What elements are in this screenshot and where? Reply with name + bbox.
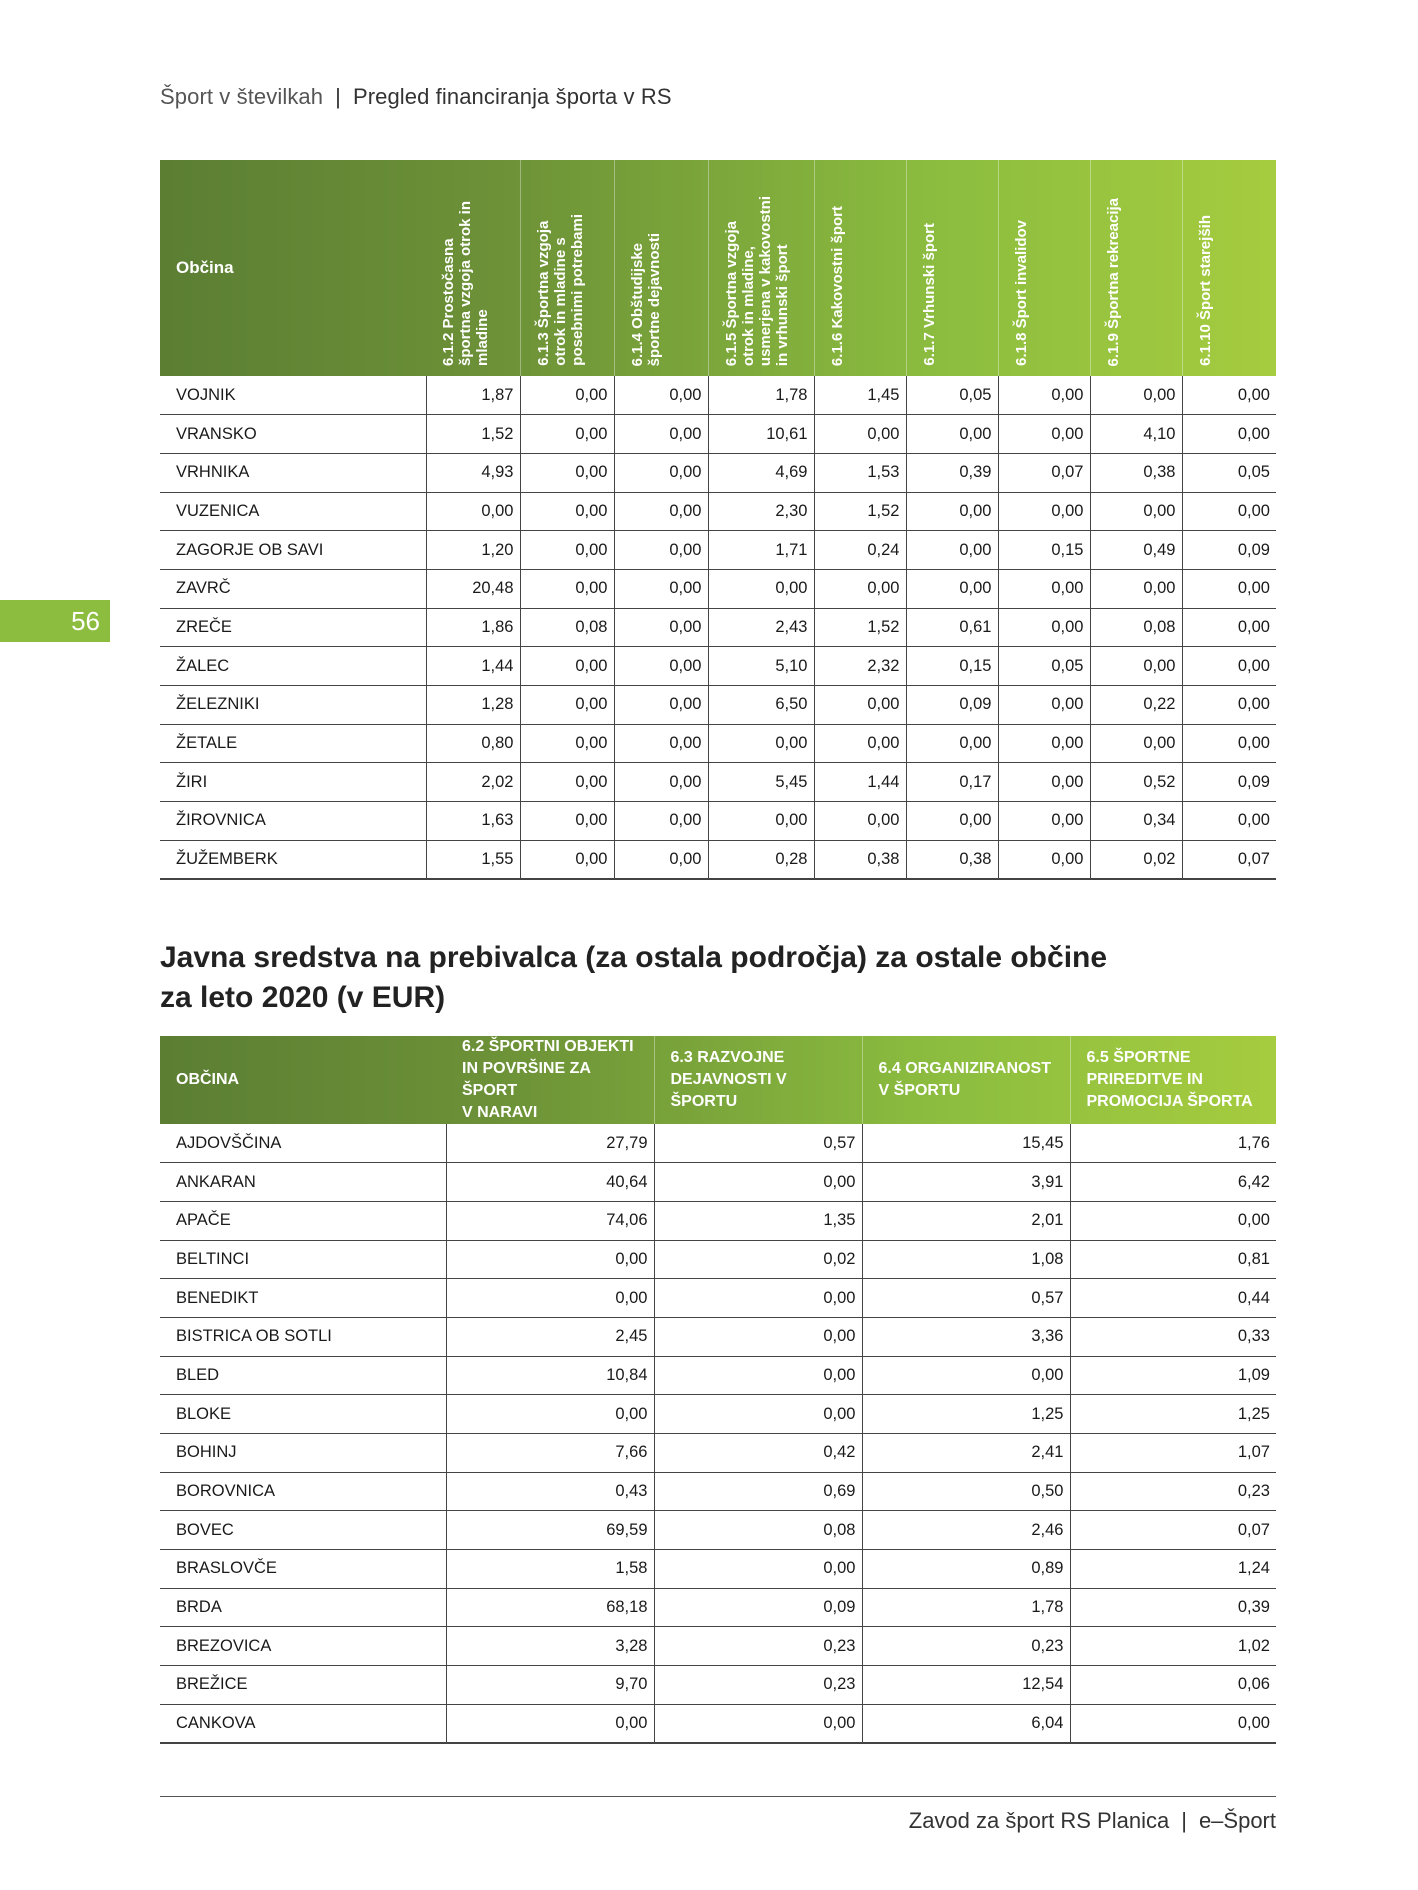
value-cell: 0,00 [654,1163,862,1202]
value-cell: 0,00 [1182,569,1276,608]
value-cell: 0,00 [814,802,906,841]
value-cell: 0,34 [1090,802,1182,841]
value-cell: 2,01 [862,1201,1070,1240]
value-cell: 0,00 [614,492,708,531]
value-cell: 2,32 [814,647,906,686]
value-cell: 0,07 [998,453,1090,492]
table-row [160,1588,1276,1627]
value-cell: 0,00 [998,763,1090,802]
value-cell: 1,24 [1070,1550,1276,1589]
header-title: Pregled financiranja športa v RS [352,84,672,109]
value-cell: 0,00 [520,531,614,570]
municipality-name: VRANSKO [160,415,426,454]
value-cell: 0,00 [520,802,614,841]
value-cell: 1,76 [1070,1124,1276,1163]
table-funding-per-capita-other-areas [160,1036,1277,1744]
value-cell: 4,10 [1090,415,1182,454]
value-cell: 0,00 [998,608,1090,647]
table1-col-4-line: 6.1.5 Športna vzgoja [722,220,740,366]
value-cell: 10,61 [708,415,814,454]
table1-col-7 [998,160,1090,376]
value-cell: 0,61 [906,608,998,647]
municipality-name: BRASLOVČE [160,1550,446,1589]
value-cell: 0,00 [520,840,614,879]
value-cell: 2,02 [426,763,520,802]
value-cell: 1,28 [426,686,520,725]
value-cell: 12,54 [862,1666,1070,1705]
value-cell: 0,00 [708,802,814,841]
value-cell: 0,00 [446,1240,654,1279]
value-cell: 0,17 [906,763,998,802]
value-cell: 0,00 [814,569,906,608]
value-cell: 3,36 [862,1317,1070,1356]
value-cell: 0,00 [998,376,1090,415]
table-row [160,453,1276,492]
value-cell: 0,00 [906,415,998,454]
value-cell: 0,00 [520,453,614,492]
value-cell: 0,00 [520,569,614,608]
table1-col-2-line: 6.1.3 Športna vzgoja [534,220,552,366]
value-cell: 1,52 [814,608,906,647]
value-cell: 0,00 [614,763,708,802]
value-cell: 1,52 [814,492,906,531]
value-cell: 0,00 [654,1550,862,1589]
value-cell: 0,00 [1182,802,1276,841]
value-cell: 0,00 [1182,492,1276,531]
value-cell: 0,07 [1070,1511,1276,1550]
value-cell: 0,00 [614,415,708,454]
table1-col-4-line: otrok in mladine, [739,245,757,366]
table1-col-3-line: športne dejavnosti [645,232,663,366]
table1-col-6-line: 6.1.7 Vrhunski šport [920,223,938,366]
value-cell: 0,81 [1070,1240,1276,1279]
table1-col-2 [520,160,614,376]
value-cell: 0,02 [1090,840,1182,879]
value-cell: 0,00 [520,647,614,686]
value-cell: 1,35 [654,1201,862,1240]
value-cell: 0,00 [1090,724,1182,763]
value-cell: 15,45 [862,1124,1070,1163]
table1-col-3-line: 6.1.4 Obštudijske [628,242,646,366]
value-cell: 0,00 [814,415,906,454]
value-cell: 74,06 [446,1201,654,1240]
value-cell: 1,55 [426,840,520,879]
value-cell: 0,00 [708,724,814,763]
value-cell: 0,00 [520,724,614,763]
table1-col-2-line: otrok in mladine s [551,237,569,366]
table-row [160,1550,1276,1589]
value-cell: 0,09 [1182,531,1276,570]
value-cell: 0,00 [998,569,1090,608]
table1-col-9 [1182,160,1276,376]
municipality-name: VOJNIK [160,376,426,415]
table-row [160,647,1276,686]
table1-col-8 [1090,160,1182,376]
value-cell: 7,66 [446,1434,654,1473]
value-cell: 6,04 [862,1704,1070,1743]
value-cell: 0,00 [614,840,708,879]
value-cell: 1,25 [1070,1395,1276,1434]
value-cell: 0,08 [1090,608,1182,647]
value-cell: 5,45 [708,763,814,802]
running-header [160,84,672,110]
municipality-name: ZAVRČ [160,569,426,608]
value-cell: 0,08 [654,1511,862,1550]
value-cell: 0,42 [654,1434,862,1473]
value-cell: 0,00 [614,647,708,686]
value-cell: 20,48 [426,569,520,608]
value-cell: 5,10 [708,647,814,686]
value-cell: 0,00 [654,1317,862,1356]
table1-col-1-line: 6.1.2 Prostočasna [440,238,457,366]
table2-col-3 [862,1036,1070,1124]
value-cell: 1,78 [708,376,814,415]
value-cell: 0,00 [1070,1201,1276,1240]
value-cell: 0,00 [1070,1704,1276,1743]
value-cell: 0,00 [1182,686,1276,725]
value-cell: 0,00 [446,1704,654,1743]
municipality-name: BREZOVICA [160,1627,446,1666]
page-number: 56 [71,605,100,636]
page-number-tab [0,600,110,642]
value-cell: 0,44 [1070,1279,1276,1318]
municipality-name: BREŽICE [160,1666,446,1705]
value-cell: 0,00 [614,531,708,570]
municipality-name: ZAGORJE OB SAVI [160,531,426,570]
table-row [160,1163,1276,1202]
value-cell: 1,44 [814,763,906,802]
value-cell: 0,09 [1182,763,1276,802]
table-row [160,1279,1276,1318]
municipality-name: BOHINJ [160,1434,446,1473]
municipality-name: BOVEC [160,1511,446,1550]
value-cell: 10,84 [446,1356,654,1395]
value-cell: 0,00 [1182,647,1276,686]
table-row [160,492,1276,531]
value-cell: 0,09 [906,686,998,725]
table-row [160,802,1276,841]
table1-col-1-line: mladine [474,309,491,366]
value-cell: 0,00 [520,763,614,802]
table2-col-4-line: 6.5 ŠPORTNE [1086,1049,1191,1066]
table-row [160,415,1276,454]
value-cell: 0,00 [614,569,708,608]
table1-col-8-line: 6.1.9 Športna rekreacija [1104,197,1122,366]
value-cell: 0,00 [1182,376,1276,415]
value-cell: 1,52 [426,415,520,454]
value-cell: 1,45 [814,376,906,415]
table2-col-2-line: 6.3 RAZVOJNE [670,1049,785,1066]
value-cell: 0,33 [1070,1317,1276,1356]
table-row [160,1511,1276,1550]
table2-col-4-line: PRIREDITVE IN [1086,1071,1203,1088]
table-row [160,1704,1276,1743]
value-cell: 0,05 [998,647,1090,686]
value-cell: 0,24 [814,531,906,570]
table2-col-2-line: DEJAVNOSTI V ŠPORTU [670,1071,787,1110]
value-cell: 9,70 [446,1666,654,1705]
value-cell: 0,00 [1090,492,1182,531]
table1-col-7-line: 6.1.8 Šport invalidov [1012,220,1030,366]
table-row [160,763,1276,802]
value-cell: 0,00 [998,492,1090,531]
value-cell: 0,00 [814,686,906,725]
value-cell: 1,63 [426,802,520,841]
value-cell: 4,69 [708,453,814,492]
table2-header-row [160,1036,1276,1124]
value-cell: 6,42 [1070,1163,1276,1202]
table2-col-4-line: PROMOCIJA ŠPORTA [1086,1093,1253,1110]
value-cell: 0,38 [814,840,906,879]
value-cell: 0,23 [654,1627,862,1666]
value-cell: 1,02 [1070,1627,1276,1666]
value-cell: 0,00 [614,724,708,763]
value-cell: 2,41 [862,1434,1070,1473]
municipality-name: BRDA [160,1588,446,1627]
value-cell: 0,00 [906,569,998,608]
value-cell: 0,28 [708,840,814,879]
value-cell: 0,06 [1070,1666,1276,1705]
value-cell: 0,00 [614,453,708,492]
value-cell: 0,00 [814,724,906,763]
municipality-name: APAČE [160,1201,446,1240]
table-row [160,1666,1276,1705]
municipality-name: BLOKE [160,1395,446,1434]
value-cell: 0,00 [520,686,614,725]
municipality-name: ŽIROVNICA [160,802,426,841]
table1-col-2-line: posebnimi potrebami [568,214,586,366]
table1-col-4 [708,160,814,376]
value-cell: 0,00 [1090,647,1182,686]
table-row [160,1240,1276,1279]
value-cell: 0,57 [862,1279,1070,1318]
value-cell: 3,91 [862,1163,1070,1202]
table-row [160,376,1276,415]
table1-col-1-line: športna vzgoja otrok in [457,200,474,366]
table-row [160,840,1276,879]
section-title [160,938,1107,1018]
value-cell: 1,20 [426,531,520,570]
value-cell: 0,00 [1182,608,1276,647]
value-cell: 1,25 [862,1395,1070,1434]
value-cell: 0,89 [862,1550,1070,1589]
municipality-name: ZREČE [160,608,426,647]
value-cell: 0,00 [520,376,614,415]
table2-col-4 [1070,1036,1276,1124]
footer [909,1808,1276,1834]
value-cell: 69,59 [446,1511,654,1550]
value-cell: 0,00 [654,1395,862,1434]
municipality-name: ŽETALE [160,724,426,763]
footer-divider [160,1796,1276,1797]
value-cell: 0,00 [614,376,708,415]
value-cell: 0,00 [998,840,1090,879]
municipality-name: ŽALEC [160,647,426,686]
value-cell: 0,00 [1090,376,1182,415]
table2-col-municipality: OBČINA [176,1071,240,1088]
table-row [160,608,1276,647]
value-cell: 0,00 [446,1395,654,1434]
value-cell: 0,00 [520,492,614,531]
value-cell: 0,07 [1182,840,1276,879]
table-row [160,1201,1276,1240]
table-row [160,1124,1276,1163]
value-cell: 1,07 [1070,1434,1276,1473]
table2-col-3-line: V ŠPORTU [878,1082,961,1099]
value-cell: 0,38 [906,840,998,879]
municipality-name: BISTRICA OB SOTLI [160,1317,446,1356]
value-cell: 0,00 [906,724,998,763]
value-cell: 1,58 [446,1550,654,1589]
table2-col-1-line: 6.2 ŠPORTNI OBJEKTI [462,1038,634,1055]
table-row [160,1356,1276,1395]
table-row [160,1395,1276,1434]
value-cell: 0,57 [654,1124,862,1163]
value-cell: 0,00 [654,1356,862,1395]
value-cell: 0,00 [654,1279,862,1318]
value-cell: 1,86 [426,608,520,647]
value-cell: 0,00 [654,1704,862,1743]
value-cell: 0,00 [520,415,614,454]
table1-col-4-line: usmerjena v kakovostni [756,195,774,366]
value-cell: 2,45 [446,1317,654,1356]
table-row [160,1317,1276,1356]
table-row [160,1627,1276,1666]
value-cell: 0,39 [906,453,998,492]
value-cell: 0,00 [614,686,708,725]
value-cell: 0,15 [998,531,1090,570]
table2-col-1-line: IN POVRŠINE ZA ŠPORT [462,1060,591,1099]
municipality-name: ŽIRI [160,763,426,802]
value-cell: 40,64 [446,1163,654,1202]
value-cell: 0,00 [998,802,1090,841]
value-cell: 0,23 [862,1627,1070,1666]
value-cell: 0,00 [446,1279,654,1318]
value-cell: 1,53 [814,453,906,492]
value-cell: 0,23 [654,1666,862,1705]
table-row [160,686,1276,725]
value-cell: 0,00 [1182,724,1276,763]
table1-col-1 [426,160,520,376]
table1-col-6 [906,160,998,376]
municipality-name: ANKARAN [160,1163,446,1202]
municipality-name: VRHNIKA [160,453,426,492]
value-cell: 0,80 [426,724,520,763]
value-cell: 0,09 [654,1588,862,1627]
table-funding-per-capita-sport-programs [160,160,1277,880]
table-row [160,1434,1276,1473]
value-cell: 0,00 [906,531,998,570]
value-cell: 0,00 [708,569,814,608]
municipality-name: AJDOVŠČINA [160,1124,446,1163]
table1-col-municipality: Občina [176,258,234,277]
table1-col-5 [814,160,906,376]
value-cell: 1,78 [862,1588,1070,1627]
value-cell: 0,15 [906,647,998,686]
table1-col-4-line: in vrhunski šport [773,244,791,366]
table-row [160,724,1276,763]
footer-publication: e–Šport [1198,1808,1276,1833]
header-section: Šport v številkah [160,84,324,109]
table-row [160,1472,1276,1511]
value-cell: 0,00 [614,802,708,841]
value-cell: 68,18 [446,1588,654,1627]
value-cell: 2,46 [862,1511,1070,1550]
value-cell: 0,05 [906,376,998,415]
value-cell: 0,00 [1182,415,1276,454]
value-cell: 0,00 [426,492,520,531]
value-cell: 4,93 [426,453,520,492]
table-row [160,531,1276,570]
value-cell: 0,05 [1182,453,1276,492]
municipality-name: ŽUŽEMBERK [160,840,426,879]
value-cell: 6,50 [708,686,814,725]
table1-col-9-line: 6.1.10 Šport starejših [1196,215,1214,366]
value-cell: 0,00 [998,724,1090,763]
table-row [160,569,1276,608]
table2-col-2 [654,1036,862,1124]
value-cell: 1,71 [708,531,814,570]
municipality-name: CANKOVA [160,1704,446,1743]
value-cell: 0,00 [1090,569,1182,608]
value-cell: 1,87 [426,376,520,415]
municipality-name: BLED [160,1356,446,1395]
value-cell: 1,44 [426,647,520,686]
value-cell: 0,00 [862,1356,1070,1395]
section-title-line1: Javna sredstva na prebivalca (za ostala področja) za ostale občine [160,941,1108,974]
footer-org: Zavod za šport RS Planica [908,1808,1170,1833]
value-cell: 0,00 [906,802,998,841]
value-cell: 0,50 [862,1472,1070,1511]
table1-col-5-line: 6.1.6 Kakovostni šport [828,205,846,366]
footer-separator: | [1181,1808,1187,1833]
value-cell: 0,00 [906,492,998,531]
value-cell: 0,39 [1070,1588,1276,1627]
header-separator: | [335,84,341,109]
value-cell: 0,00 [998,415,1090,454]
table2-col-1 [446,1036,654,1124]
municipality-name: BENEDIKT [160,1279,446,1318]
value-cell: 0,69 [654,1472,862,1511]
value-cell: 0,43 [446,1472,654,1511]
value-cell: 0,02 [654,1240,862,1279]
table1-col-3 [614,160,708,376]
municipality-name: BELTINCI [160,1240,446,1279]
value-cell: 0,52 [1090,763,1182,802]
section-title-line2: za leto 2020 (v EUR) [160,981,446,1014]
table1-header-row [160,160,1276,376]
value-cell: 27,79 [446,1124,654,1163]
municipality-name: VUZENICA [160,492,426,531]
value-cell: 0,23 [1070,1472,1276,1511]
municipality-name: ŽELEZNIKI [160,686,426,725]
value-cell: 2,43 [708,608,814,647]
value-cell: 0,38 [1090,453,1182,492]
value-cell: 0,22 [1090,686,1182,725]
value-cell: 0,08 [520,608,614,647]
value-cell: 1,09 [1070,1356,1276,1395]
table2-col-3-line: 6.4 ORGANIZIRANOST [878,1060,1051,1077]
value-cell: 0,49 [1090,531,1182,570]
value-cell: 0,00 [614,608,708,647]
municipality-name: BOROVNICA [160,1472,446,1511]
value-cell: 3,28 [446,1627,654,1666]
table2-col-1-line: V NARAVI [462,1104,538,1121]
value-cell: 2,30 [708,492,814,531]
value-cell: 0,00 [998,686,1090,725]
value-cell: 1,08 [862,1240,1070,1279]
